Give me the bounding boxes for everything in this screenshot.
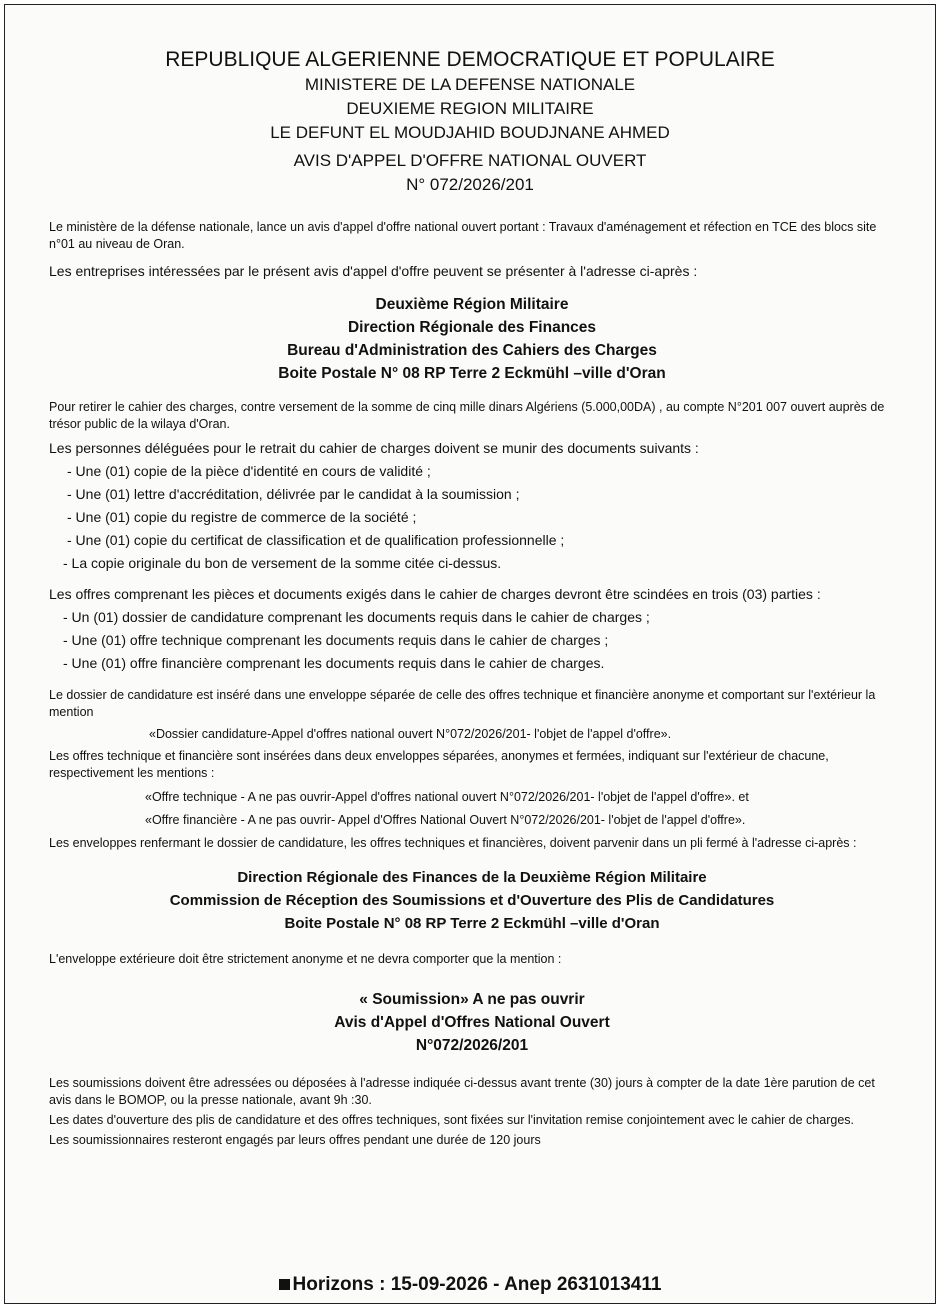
address2-line: Commission de Réception des Soumissions et d'Ouverture des Plis de Candidatures <box>169 892 775 909</box>
list-item: - Une (01) copie du certificat de classification et de qualification professionnelle ; <box>67 532 565 548</box>
offers-paragraph: Les offres comprenant les pièces et documents exigés dans le cahier de charges devront être scindées en trois (03) parties : <box>49 586 821 602</box>
address-block-2 <box>49 866 895 935</box>
header-republic: REPUBLIQUE ALGERIENNE DEMOCRATIQUE ET POPULAIRE <box>165 48 775 71</box>
address1-line: Boite Postale N° 08 RP Terre 2 Eckmühl –ville d'Oran <box>278 365 666 382</box>
list-item: - Une (01) offre financière comprenant les documents requis dans le cahier de charges. <box>63 655 605 671</box>
notice-header <box>5 47 935 197</box>
list-item: - La copie originale du bon de versement de la somme citée ci-dessus. <box>63 555 502 571</box>
fin-mention: «Offre financière - A ne pas ouvrir- Appel d'Offres National Ouvert N°072/2026/201- l'objet de l'appel d'offre». <box>145 813 746 827</box>
mention-line: Avis d'Appel d'Offres National Ouvert <box>334 1014 610 1031</box>
list-item: - Un (01) dossier de candidature comprenant les documents requis dans le cahier de charges ; <box>63 609 650 625</box>
submission-paragraph: Les soumissions doivent être adressées ou déposées à l'adresse indiquée ci-dessus avant trente (30) jours à compter de la date 1ère parution de cet avis dans le BOMOP, ou la presse nationale, avant 9h :30. <box>49 1076 875 1107</box>
delegates-paragraph: Les personnes déléguées pour le retrait du cahier de charges doivent se munir des documents suivants : <box>49 440 699 456</box>
envelopes-paragraph: Les enveloppes renfermant le dossier de candidature, les offres techniques et financières, doivent parvenir dans un pli fermé à l'adresse ci-après : <box>49 836 857 850</box>
dossier-paragraph: Le dossier de candidature est inséré dans une enveloppe séparée de celle des offres technique et financière anonyme et comportant sur l'extérieur la mention <box>49 688 876 719</box>
address-block-1 <box>49 293 895 385</box>
list-item: - Une (01) lettre d'accréditation, délivrée par le candidat à la soumission ; <box>67 486 520 502</box>
notice-number: N° 072/2026/201 <box>406 175 534 194</box>
header-region: DEUXIEME REGION MILITAIRE <box>346 99 594 118</box>
address2-line: Direction Régionale des Finances de la Deuxième Région Militaire <box>237 869 707 886</box>
notice-title: AVIS D'APPEL D'OFFRE NATIONAL OUVERT <box>293 151 647 170</box>
mention-block <box>49 988 895 1057</box>
list-item: - Une (01) offre technique comprenant les documents requis dans le cahier de charges ; <box>63 632 609 648</box>
notice-page <box>4 4 936 1304</box>
list-item: - Une (01) copie de la pièce d'identité en cours de validité ; <box>67 463 431 479</box>
publication-footer <box>5 1273 935 1297</box>
tech-mention: «Offre technique - A ne pas ouvrir-Appel d'offres national ouvert N°072/2026/201- l'objet de l'appel d'offre». et <box>145 790 749 804</box>
tech-fin-paragraph: Les offres technique et financière sont insérées dans deux enveloppes séparées, anonymes et fermées, indiquant sur l'extérieur de chacune, respectivement les mentions : <box>49 749 829 780</box>
notice-body <box>5 219 935 1149</box>
intro-paragraph: Le ministère de la défense nationale, lance un avis d'appel d'offre national ouvert portant : Travaux d'aménagement et réfection en TCE des blocs site n°01 au niveau de Oran. <box>49 220 877 251</box>
address2-line: Boite Postale N° 08 RP Terre 2 Eckmühl –ville d'Oran <box>284 915 660 932</box>
anonymous-paragraph: L'enveloppe extérieure doit être strictement anonyme et ne devra comporter que la mention : <box>49 952 562 966</box>
address1-line: Deuxième Région Militaire <box>375 296 569 313</box>
parts-list <box>49 606 895 675</box>
opening-paragraph: Les dates d'ouverture des plis de candidature et des offres techniques, sont fixées sur l'invitation remise conjointement avec le cahier de charges. <box>49 1113 854 1127</box>
mention-line: « Soumission» A ne pas ouvrir <box>359 991 585 1008</box>
header-name: LE DEFUNT EL MOUDJAHID BOUDJNANE AHMED <box>270 123 670 142</box>
address1-line: Bureau d'Administration des Cahiers des Charges <box>287 342 657 359</box>
mention-line: N°072/2026/201 <box>415 1037 529 1054</box>
validity-paragraph: Les soumissionnaires resteront engagés par leurs offres pendant une durée de 120 jours <box>49 1133 541 1147</box>
footer-text: Horizons : 15-09-2026 - Anep 2631013411 <box>292 1274 662 1295</box>
address1-line: Direction Régionale des Finances <box>347 319 597 336</box>
companies-paragraph: Les entreprises intéressées par le présent avis d'appel d'offre peuvent se présenter à l'adresse ci-après : <box>49 263 698 279</box>
withdraw-paragraph: Pour retirer le cahier des charges, contre versement de la somme de cinq mille dinars Algériens (5.000,00DA) , au compte N°201 007 ouvert auprès de trésor public de la wilaya d'Oran. <box>49 400 885 431</box>
list-item: - Une (01) copie du registre de commerce de la société ; <box>67 509 417 525</box>
header-ministry: MINISTERE DE LA DEFENSE NATIONALE <box>304 75 636 94</box>
documents-list <box>49 460 895 575</box>
dossier-mention: «Dossier candidature-Appel d'offres national ouvert N°072/2026/201- l'objet de l'appel d'offre». <box>149 727 672 741</box>
square-bullet-icon <box>279 1279 290 1290</box>
